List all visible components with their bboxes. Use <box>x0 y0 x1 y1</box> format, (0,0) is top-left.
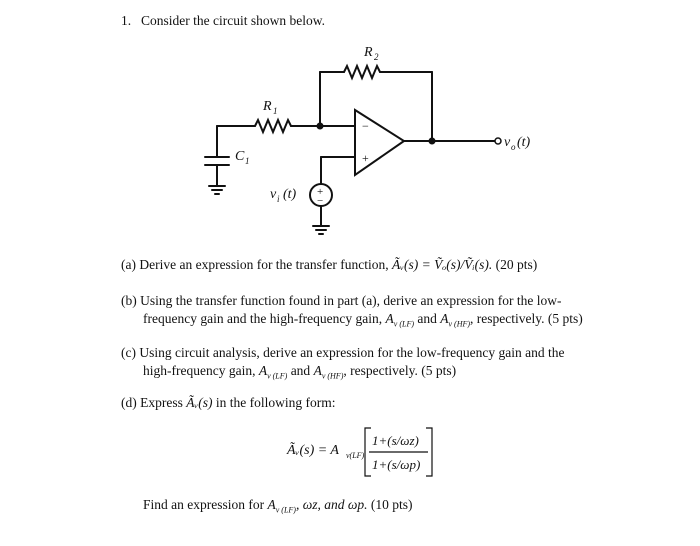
part-b <box>121 292 562 310</box>
part-d-find: Find an expression for $A_{v (LF)}$, ωz, and ωp. (10 pts) <box>143 497 413 515</box>
problem-heading: Consider the circuit shown below. <box>141 13 325 28</box>
vin-argument: (t) <box>283 187 297 202</box>
eq-denominator: 1+(s/ωp) <box>372 457 421 472</box>
part-a-label: (a) <box>121 257 136 272</box>
part-b-line1: Using the transfer function found in part (a), derive an expression for the low- <box>140 293 562 308</box>
vin-label: v <box>270 187 277 202</box>
opamp-plus-sign: + <box>362 151 369 165</box>
part-d-symbol: Ãᵥ(s) <box>186 395 213 410</box>
eq-numerator: 1+(s/ωz) <box>372 433 419 448</box>
eq-lhs: Ãᵥ(s) = A <box>287 443 339 458</box>
part-b-label: (b) <box>121 293 137 308</box>
junction-output <box>429 138 436 145</box>
opamp-minus-sign: − <box>362 119 369 133</box>
eq-lhs-subscript: v(LF) <box>346 451 365 460</box>
r1-subscript: 1 <box>273 106 278 116</box>
r1-label: R <box>263 99 272 114</box>
problem-number: 1. <box>121 13 132 28</box>
part-a-text: Derive an expression for the transfer function, <box>139 257 389 272</box>
part-b-line2: frequency gain and the high-frequency gain, $A_{v (LF)}$ and $A_{v (HF)}$, respectively. (5 pts) <box>143 311 583 329</box>
part-a-points: (20 pts) <box>495 257 538 272</box>
vin-subscript: i <box>277 194 280 204</box>
r2-label: R <box>364 45 373 60</box>
part-a <box>121 256 537 274</box>
c1-label: C <box>235 149 245 164</box>
part-c <box>121 344 564 362</box>
r2-resistor <box>344 66 380 78</box>
part-d-label: (d) <box>121 395 137 410</box>
vout-subscript: o <box>511 142 516 152</box>
vout-argument: (t) <box>517 135 531 150</box>
r2-subscript: 2 <box>374 52 379 62</box>
part-a-formula: Ãᵥ(s) = Ṽₒ(s)/Ṽᵢ(s). <box>392 257 493 272</box>
c1-subscript: 1 <box>245 156 250 166</box>
source-plus-sign: + <box>317 186 324 198</box>
part-c-line2: high-frequency gain, $A_{v (LF)}$ and $A_{v (HF)}$, respectively. (5 pts) <box>143 363 457 381</box>
output-terminal <box>495 138 501 144</box>
source-minus-sign: − <box>317 195 324 207</box>
part-c-line1: Using circuit analysis, derive an expression for the low-frequency gain and the <box>139 345 565 360</box>
r1-resistor <box>255 120 291 132</box>
part-c-label: (c) <box>121 345 136 360</box>
part-d: (d) Express Ãᵥ(s) in the following form: <box>121 395 336 410</box>
junction-inverting <box>317 123 324 130</box>
vout-label: v <box>504 135 511 150</box>
